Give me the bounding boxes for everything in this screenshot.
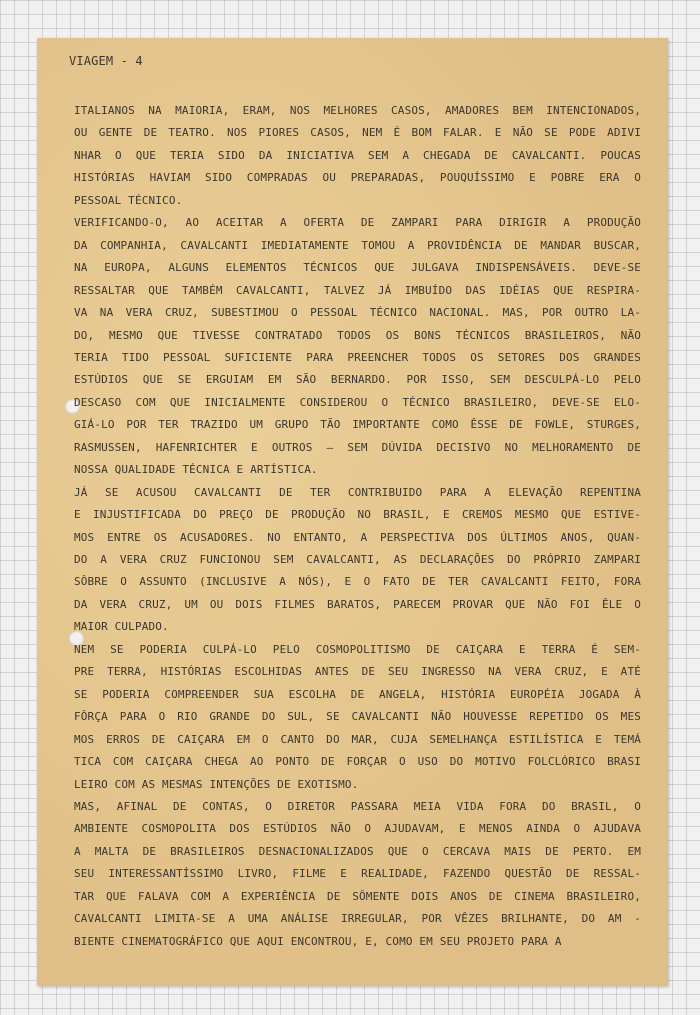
page-header: VIAGEM - 4 bbox=[69, 54, 143, 68]
text-line: MOS ERROS DE CAIÇARA EM O CANTO DO MAR, CUJA SEMELHANÇA ESTILÍSTICA E TEMÁ bbox=[74, 732, 641, 746]
text-line: SEU INTERESSANTÍSSIMO LIVRO, FILME E REALIDADE, FAZENDO QUESTÃO DE RESSAL- bbox=[74, 867, 641, 881]
text-line: TICA COM CAIÇARA CHEGA AO PONTO DE FORÇAR O USO DO MOTIVO FOLCLÓRICO BRASI bbox=[74, 755, 641, 769]
text-line: DA VERA CRUZ, UM OU DOIS FILMES BARATOS, PARECEM PROVAR QUE NÃO FOI ÊLE O bbox=[74, 597, 641, 611]
text-line: DO, MESMO QUE TIVESSE CONTRATADO TODOS OS BONS TÉCNICOS BRASILEIROS, NÃO bbox=[74, 328, 641, 342]
text-line: SÔBRE O ASSUNTO (INCLUSIVE A NÓS), E O FATO DE TER CAVALCANTI FEITO, FORA bbox=[74, 575, 641, 589]
text-line: DA COMPANHIA, CAVALCANTI IMEDIATAMENTE TOMOU A PROVIDÊNCIA DE MANDAR BUSCAR, bbox=[74, 238, 641, 252]
text-line: MOS ENTRE OS ACUSADORES. NO ENTANTO, A PERSPECTIVA DOS ÚLTIMOS ANOS, QUAN- bbox=[74, 530, 641, 544]
text-line: TAR QUE FALAVA COM A EXPERIÊNCIA DE SÔMENTE DOIS ANOS DE CINEMA BRASILEIRO, bbox=[74, 889, 641, 903]
text-line: RASMUSSEN, HAFENRICHTER E OUTROS — SEM DÚVIDA DECISIVO NO MELHORAMENTO DE bbox=[74, 440, 641, 454]
text-line: RESSALTAR QUE TAMBÉM CAVALCANTI, TALVEZ JÁ IMBUÍDO DAS IDÉIAS QUE RESPIRA- bbox=[74, 283, 641, 297]
text-line: AMBIENTE COSMOPOLITA DOS ESTÚDIOS NÃO O AJUDAVAM, E MENOS AINDA O AJUDAVA bbox=[74, 822, 641, 836]
text-line: TERIA TIDO PESSOAL SUFICIENTE PARA PREENCHER TODOS OS SETORES DOS GRANDES bbox=[74, 350, 641, 364]
text-line: PRE TERRA, HISTÓRIAS ESCOLHIDAS ANTES DE SEU INGRESSO NA VERA CRUZ, E ATÉ bbox=[74, 665, 641, 679]
text-line: VERIFICANDO-O, AO ACEITAR A OFERTA DE ZAMPARI PARA DIRIGIR A PRODUÇÃO bbox=[74, 216, 641, 230]
text-line: ITALIANOS NA MAIORIA, ERAM, NOS MELHORES CASOS, AMADORES BEM INTENCIONADOS, bbox=[74, 104, 641, 117]
text-line: NHAR O QUE TERIA SIDO DA INICIATIVA SEM A CHEGADA DE CAVALCANTI. POUCAS bbox=[74, 148, 641, 162]
text-line: SE PODERIA COMPREENDER SUA ESCOLHA DE ANGELA, HISTÓRIA EUROPÉIA JOGADA À bbox=[74, 687, 641, 701]
typewritten-page bbox=[37, 38, 668, 986]
text-line: PESSOAL TÉCNICO. bbox=[74, 193, 183, 207]
text-line: JÁ SE ACUSOU CAVALCANTI DE TER CONTRIBUIDO PARA A ELEVAÇÃO REPENTINA bbox=[74, 485, 641, 499]
text-line: VA NA VERA CRUZ, SUBESTIMOU O PESSOAL TÉCNICO NACIONAL. MAS, POR OUTRO LA- bbox=[74, 306, 641, 320]
text-line: OU GENTE DE TEATRO. NOS PIORES CASOS, NEM É BOM FALAR. E NÃO SE PODE ADIVI bbox=[74, 126, 641, 140]
text-line: DO A VERA CRUZ FUNCIONOU SEM CAVALCANTI, AS DECLARAÇÕES DO PRÓPRIO ZAMPARI bbox=[74, 553, 641, 566]
text-line: MAIOR CULPADO. bbox=[74, 620, 169, 634]
text-line: E INJUSTIFICADA DO PREÇO DE PRODUÇÃO NO BRASIL, E CREMOS MESMO QUE ESTIVE- bbox=[74, 508, 641, 522]
text-line: NEM SE PODERIA CULPÁ-LO PELO COSMOPOLITISMO DE CAIÇARA E TERRA É SEM- bbox=[74, 642, 641, 656]
text-line: HISTÓRIAS HAVIAM SIDO COMPRADAS OU PREPARADAS, POUQUÍSSIMO E POBRE ERA O bbox=[74, 171, 641, 185]
text-line: NOSSA QUALIDADE TÉCNICA E ARTÍSTICA. bbox=[74, 463, 318, 477]
text-line: BIENTE CINEMATOGRÁFICO QUE AQUI ENCONTROU, E, COMO EM SEU PROJETO PARA A bbox=[74, 934, 562, 948]
text-line: NA EUROPA, ALGUNS ELEMENTOS TÉCNICOS QUE JULGAVA INDISPENSÁVEIS. DEVE-SE bbox=[74, 261, 641, 275]
text-line: A MALTA DE BRASILEIROS DESNACIONALIZADOS QUE O CERCAVA MAIS DE PERTO. EM bbox=[74, 844, 641, 858]
text-line: CAVALCANTI LIMITA-SE A UMA ANÁLISE IRREGULAR, POR VÊZES BRILHANTE, DO AM - bbox=[74, 912, 641, 926]
text-line: LEIRO COM AS MESMAS INTENÇÕES DE EXOTISMO. bbox=[74, 777, 359, 791]
text-line: MAS, AFINAL DE CONTAS, O DIRETOR PASSARA MEIA VIDA FORA DO BRASIL, O bbox=[74, 799, 641, 813]
text-line: GIÁ-LO POR TER TRAZIDO UM GRUPO TÃO IMPORTANTE COMO ÊSSE DE FOWLE, STURGES, bbox=[74, 418, 641, 432]
text-line: DESCASO COM QUE INICIALMENTE CONSIDEROU O TÉCNICO BRASILEIRO, DEVE-SE ELO- bbox=[74, 395, 641, 409]
text-line: FÔRÇA PARA O RIO GRANDE DO SUL, SE CAVALCANTI NÃO HOUVESSE REPETIDO OS MES bbox=[74, 710, 641, 724]
text-line: ESTÚDIOS QUE SE ERGUIAM EM SÃO BERNARDO. POR ISSO, SEM DESCULPÁ-LO PELO bbox=[74, 373, 641, 387]
